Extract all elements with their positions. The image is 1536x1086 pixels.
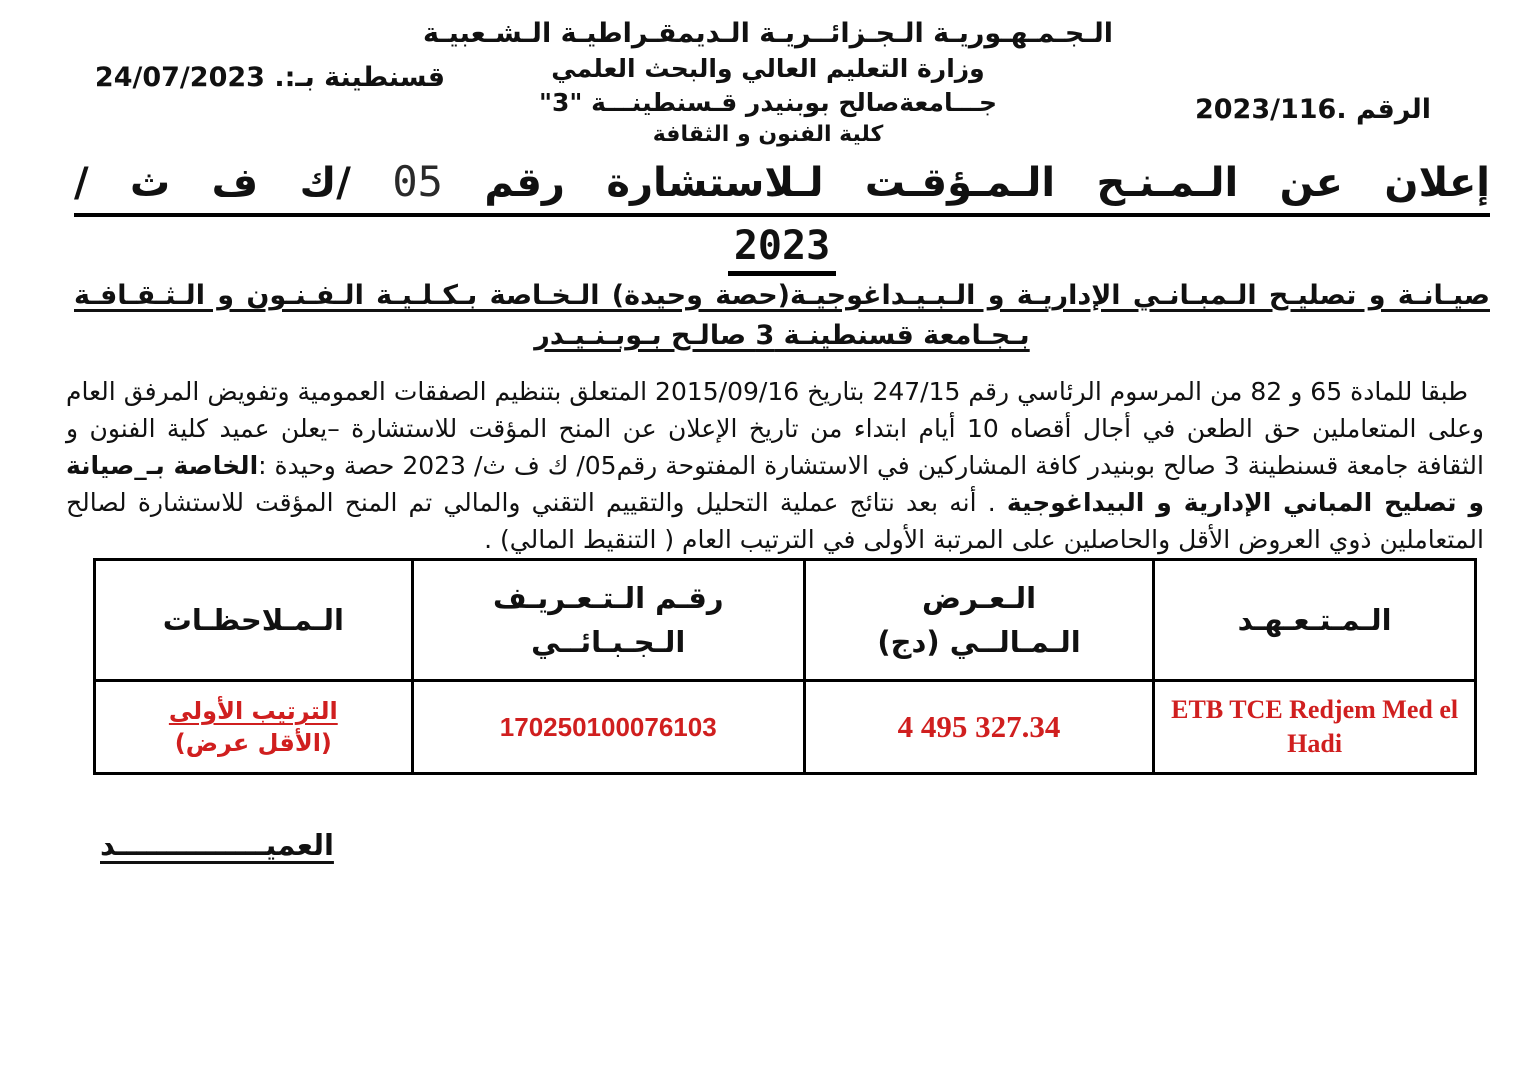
announcement-title-year (74, 223, 1490, 276)
ministry-line: وزارة التعليم العالي والبحث العلمي (551, 54, 985, 83)
dean-signature: العميـــــــــــــــد (100, 828, 334, 862)
body-part1: طبقا للمادة 65 و 82 من المرسوم الرئاسي رقم 247/15 بتاريخ 2015/09/16 المتعلق بتنظيم الصفقات العمومية وتفويض المرفق العام وعلى المتعاملين حق الطعن في أجال أقصاه 10 أيام ابتداء من تاريخ الإعلان عن المنح المؤقت للاستشارة –يعلن عميد كلية الفنون و الثقافة جامعة قسنطينة 3 صالح بوبنيدر كافة المشاركين في الاستشارة المفتوحة رقم05/ ك ف ث/ 2023 حصة وحيدة : (66, 377, 1484, 480)
cell-remarks (95, 681, 413, 774)
title-text-part2: /ك ف ث / (74, 160, 351, 206)
subject-line: صيـانـة و تصليـح الـمبـانـي الإداريـة و الـبـيـداغوجيـة(حصة وحيدة) الـخـاصة بـكـلـيـة الـفـنـون و الـثـقـافـة بـجـامعة قسنطينـة 3 صالـح بـوبـنـيـدر (74, 280, 1490, 351)
header-contractor-label: الـمـتـعـهـد (1237, 603, 1392, 637)
university-line: جـــامعةصالح بوبنيدر قـسنطينـــة "3" (538, 88, 998, 117)
consultation-number: 05 (392, 157, 443, 206)
place-date: قسنطينة بـ:. 24/07/2023 (94, 62, 446, 93)
cell-financial-offer: 4 495 327.34 (804, 681, 1153, 774)
award-table-body (95, 681, 1476, 774)
body-paragraph (66, 373, 1484, 558)
header-tax-id-line1: رقـم الـتـعـريـف (492, 581, 724, 615)
announcement-title (74, 156, 1490, 276)
cell-contractor: ETB TCE Redjem Med el Hadi (1154, 681, 1476, 774)
header-remarks (95, 560, 413, 681)
award-table-header (95, 560, 1476, 681)
header-offer-line1: الـعـرض (922, 581, 1037, 615)
header-row (95, 560, 1476, 681)
title-year: 2023 (728, 223, 836, 276)
body-part2-bold: الخاصة بـ_صيانة و تصليح المباني الإدارية و البيداغوجية (66, 451, 1484, 517)
reference-number: الرقم .2023/116 (1194, 94, 1432, 125)
header-tax-id (412, 560, 804, 681)
faculty-line: كلية الفنون و الثقافة (652, 122, 884, 147)
award-table (93, 558, 1477, 775)
republic-line: الـجـمـهـوريـة الـجـزائــريـة الـديمقـراطيـة الـشـعبيـة (422, 18, 1114, 49)
title-text-part1: إعلان عن الـمـنـح الـمـؤقـت لـلاستشارة رقم (484, 160, 1490, 206)
header-financial-offer (804, 560, 1153, 681)
announcement-title-line1 (74, 156, 1490, 217)
header-remarks-label: الـمـلاحظـات (162, 603, 344, 637)
body-part3: . أنه بعد نتائج عملية التحليل والتقييم التقني والمالي تم المنح المؤقت للاستشارة لصالح المتعاملين ذوي العروض الأقل والحاصلين على المرتبة الأولى في الترتيب العام ( التنقيط المالي) . (66, 488, 1484, 554)
remarks-rank: الترتيب الأولى (168, 697, 338, 725)
header-contractor (1154, 560, 1476, 681)
cell-tax-id: 170250100076103 (412, 681, 804, 774)
remarks-lowest-offer: (الأقل عرض) (174, 729, 332, 757)
header-tax-id-line2: الـجـبـائــي (531, 625, 686, 659)
header-offer-line2: الـمـالــي (دج) (877, 625, 1081, 659)
awarded-bidder-row (95, 681, 1476, 774)
